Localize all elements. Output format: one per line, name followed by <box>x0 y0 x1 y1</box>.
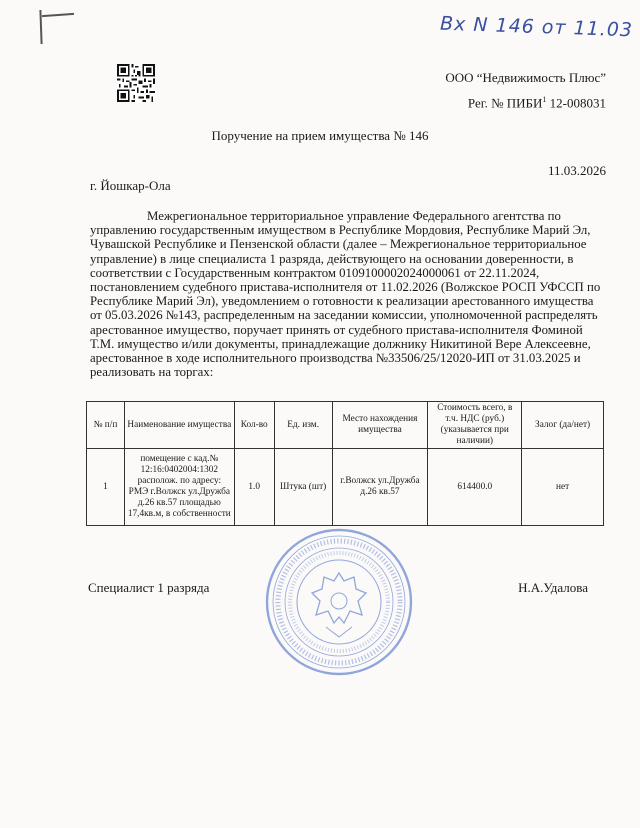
cell-unit: Штука (шт) <box>274 449 332 526</box>
cell-name: помещение с кад.№ 12:16:0402004:1302 располож. по адресу: РМЭ г.Волжск ул.Дружба д.26 кв.57 площадью 17,4кв.м, в собственности <box>124 449 234 526</box>
header-location: Место нахождения имущества <box>332 402 428 449</box>
incoming-registration-note: Вх N 146 от 11.03 <box>439 12 634 42</box>
registration-prefix: Рег. № ПИБИ <box>467 95 543 111</box>
table-row <box>87 449 604 526</box>
cell-num: 1 <box>87 449 125 526</box>
body-paragraph: Межрегиональное территориальное управление Федерального агентства по управлению государственным имуществом в Республике Мордовия, Республике Марий Эл, Чувашской Республике и Пензенской области (далее – Межрегиональное территориальное управление) в лице специалиста 1 разряда, действующего на основании доверенности, в соответствии с Государственным контрактом 0109100002024000061 от 22.11.2024, постановлением судебного пристава-исполнителя от 11.02.2026 (Волжское РОСП УФССП по Республике Марий Эл), уведомлением о готовности к реализации арестованного имущества от 05.03.2026 №143, распределенным на заседании комиссии, уполномоченной распределять арестованное имущество, поручает принять от судебного пристава-исполнителя Фоминой Т.М. имущество и/или документы, принадлежащие должнику Никитиной Вере Алексеевне, арестованное в ходе исполнительного производства №33506/25/12020-ИП от 31.03.2025 и реализовать на торгах: <box>90 209 601 380</box>
margin-pen-mark-top <box>42 13 74 17</box>
organization-name: ООО “Недвижимость Плюс” <box>445 70 606 85</box>
header-name: Наименование имущества <box>124 402 234 449</box>
table-header-row <box>87 402 604 449</box>
signer-position: Специалист 1 разряда <box>88 580 210 595</box>
cell-pledge: нет <box>522 449 604 526</box>
header-num: № п/п <box>87 402 125 449</box>
registration-value: 12-008031 <box>546 95 606 111</box>
registration-number <box>468 95 606 111</box>
header-qty: Кол-во <box>234 402 274 449</box>
header-pledge: Залог (да/нет) <box>522 402 604 449</box>
cell-cost: 614400.0 <box>428 449 522 526</box>
cell-location: г.Волжск ул.Дружба д.26 кв.57 <box>332 449 428 526</box>
official-seal-stamp <box>264 527 414 677</box>
header-unit: Ед. изм. <box>274 402 332 449</box>
property-table <box>86 401 604 526</box>
registration-footnote-mark: 1 <box>542 95 547 104</box>
signer-name: Н.А.Удалова <box>518 580 588 595</box>
qr-code <box>117 64 155 102</box>
document-date: 11.03.2026 <box>547 163 606 178</box>
header-cost: Стоимость всего, в т.ч. НДС (руб.) (указывается при наличии) <box>428 402 522 449</box>
cell-qty: 1.0 <box>234 449 274 526</box>
document-city: г. Йошкар-Ола <box>90 178 171 193</box>
document-title: Поручение на прием имущества № 146 <box>211 128 429 143</box>
